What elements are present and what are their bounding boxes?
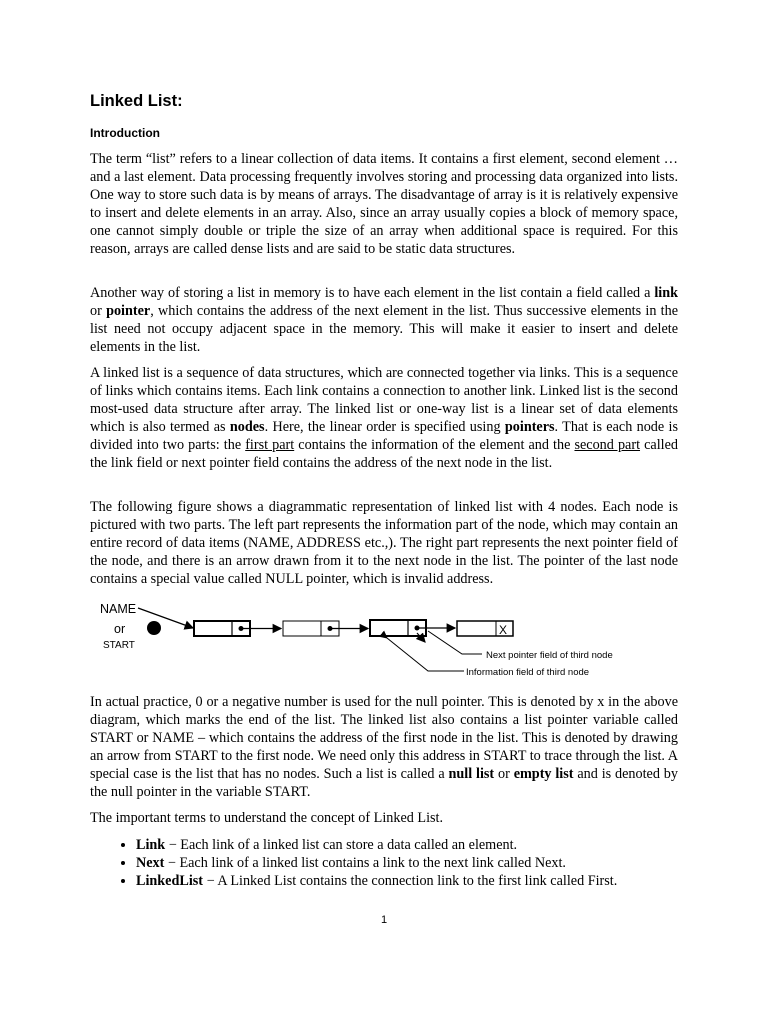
terms-list — [114, 836, 696, 890]
start-arrow — [138, 608, 193, 628]
next-pointer-label: Next pointer field of third node — [486, 650, 613, 661]
paragraph-figure-description: The following figure shows a diagrammatic representation of linked list with 4 nodes. Each node is pictured with two parts. The left part represents the information part of the node, which may contain an entire record of data items (NAME, ADDRESS etc.,). The right part represents the next pointer field of the node, and there is an arrow drawn from it to the next node in the list. The pointer of the last node contains a special value called NULL pointer, which is invalid address. — [90, 499, 678, 587]
paragraph-intro: The term “list” refers to a linear collection of data items. It contains a first element, second element … and a last element. Data processing frequently involves storing and processing data organized into lists. One way to store such data is by means of arrays. The disadvantage of array is it is relatively expensive to insert and delete elements in an array. Also, since an array usually copies a block of memory space, one cannot simply double or triple the size of an array when additional space is required. For this reason, arrays are called dense lists and are said to be static data structures. — [90, 151, 678, 257]
next-pointer-callout — [428, 631, 482, 654]
section-heading: Introduction — [90, 126, 160, 140]
start-pointer-dot — [147, 621, 161, 635]
paragraph-link-field: Another way of storing a list in memory is to have each element in the list contain a field called a link or pointer, which contains the address of the next element in the list. Thus successive elements in the list need not occupy adjacent space in the memory. This will make it easier to insert and delete elements in the list. — [90, 285, 678, 355]
paragraph-linked-list-definition: A linked list is a sequence of data structures, which are connected together via links. This is a sequence of links which contains items. Each link contains a connection to another link. Linked list is the second most-used data structure after array. The linked list or one-way list is a linear set of data elements which is also termed as nodes. Here, the linear order is specified using pointers. That is each node is divided into two parts: the first part contains the information of the element and the second part called the link field or next pointer field contains the address of the next node in the list. — [90, 365, 678, 471]
name-label: NAME — [100, 602, 137, 616]
start-label: START — [103, 640, 135, 651]
node-2 — [283, 621, 339, 636]
null-pointer-mark: X — [499, 623, 508, 637]
paragraph-terms-intro: The important terms to understand the concept of Linked List. — [90, 810, 444, 826]
or-label: or — [114, 622, 126, 636]
node-1 — [194, 621, 250, 636]
page-title: Linked List: — [90, 92, 183, 110]
paragraph-null-pointer: In actual practice, 0 or a negative number is used for the null pointer. This is denoted by x in the above diagram, which marks the end of the list. The linked list also contains a list pointer variable called START or NAME – which contains the address of the first node in the list. This is denoted by drawing an arrow from START to the first node. We need only this address in START to trace through the list. A special case is the list that has no nodes. Such a list is called a null list or empty list and is denoted by the null pointer in the variable START. — [90, 694, 678, 800]
page-number: 1 — [380, 914, 388, 926]
node-4 — [457, 621, 513, 637]
info-field-callout — [387, 638, 464, 671]
list-item: • Next − Each link of a linked list contains a link to the next link called Next. — [136, 854, 696, 872]
list-item: • LinkedList − A Linked List contains the connection link to the first link called First. — [136, 872, 696, 890]
info-field-label: Information field of third node — [466, 667, 590, 678]
list-item: • Link − Each link of a linked list can store a data called an element. — [136, 836, 696, 854]
linked-list-diagram — [90, 598, 650, 680]
